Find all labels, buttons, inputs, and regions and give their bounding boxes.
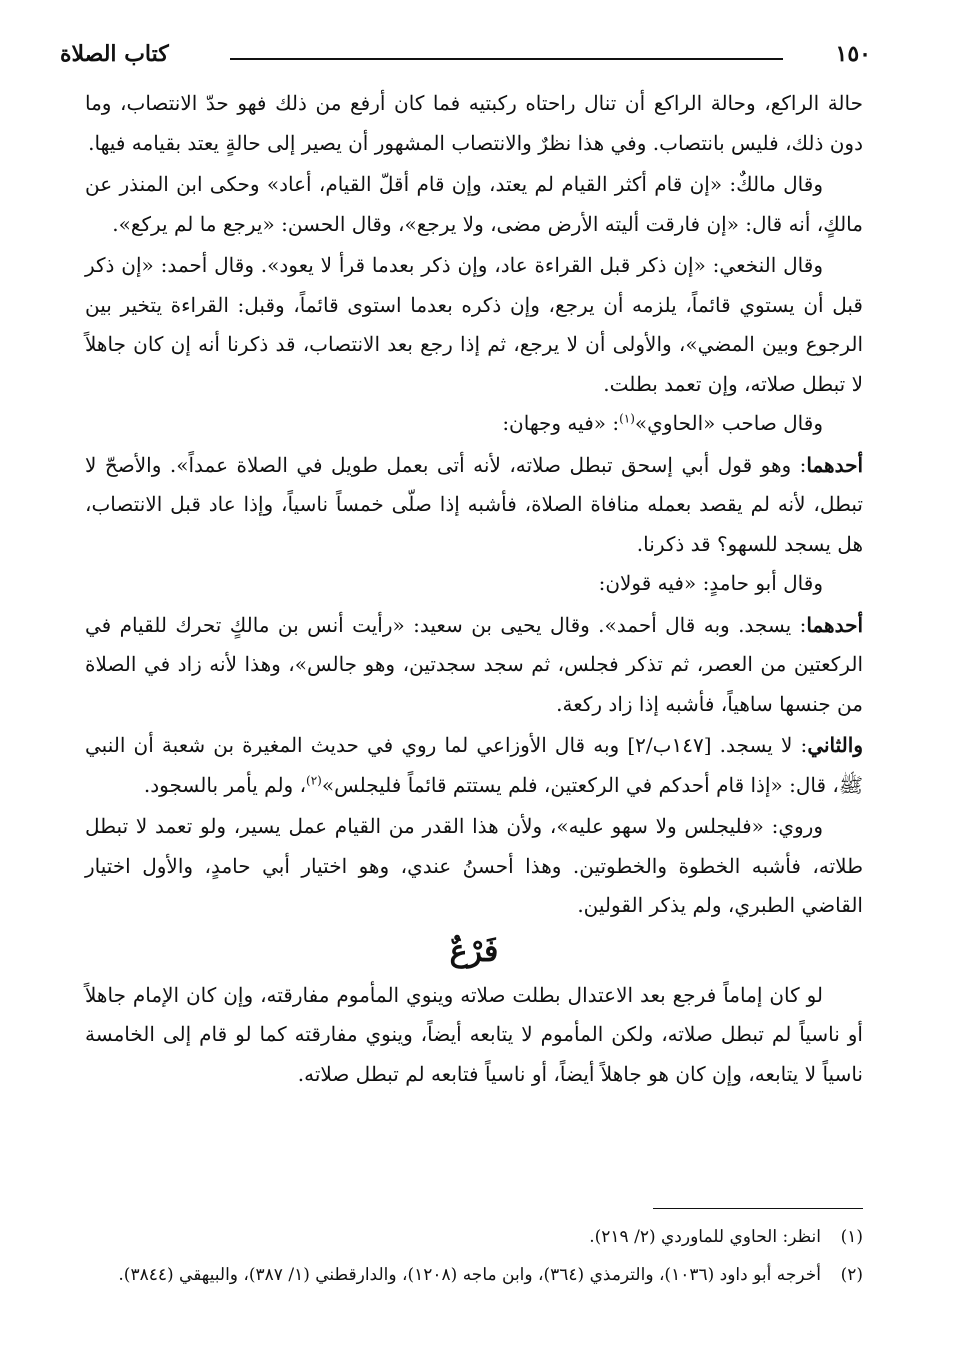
paragraph-text: وقال النخعي: «إن ذكر قبل القراءة عاد، وإن ذكر بعدما قرأ لا يعود». وقال أحمد: «إن ذكر قبل أن يستوي قائماً، يلزمه أن يرجع، وإن ذكره بعدما استوى قائماً، وقبل: القراءة يتخير بين الرجوع وبين المضي»، والأولى أن لا يرجع، ثم إذا رجع بعد الانتصاب، قد ذكرنا أنه إن كان جاهلاً لا تبطل صلاته، وإن تعمد بطلت. [85,253,863,396]
paragraph-text: : وهو قول أبي إسحق تبطل صلاته، لأنه أتى بعمل طويل في الصلاة عمداً». والأصحّ لا تبطل، لأنه لم يقصد بعمله منافاة الصلاة، فأشبه إذا صلّى خمساً ناسياً، وإذا عاد قبل الانتصاب، هل يسجد للسهو؟ قد ذكرنا. [85,452,863,556]
paragraph-lead: أحدهما [806,452,863,477]
paragraph-text: : يسجد. وبه قال أحمد». وقال يحيى بن سعيد: «رأيت أنس بن مالكٍ تحرك للقيام في الركعتين من العصر، ثم تذكر فجلس، ثم سجد سجدتين، وهو جالس»، وهذا لأنه زاد في الصلاة من جنسها ساهياً، فأشبه إذا زاد ركعة. [85,612,863,716]
page-number: ١٥٠ [835,41,871,67]
paragraph-text: : لا يسجد. [١٤٧ب/٢] وبه قال الأوزاعي لما روي في حديث المغيرة بن شعبة أن النبي ﷺ، قال: «إذا قام أحدكم في الركعتين، فلم يستتم قائماً فليجلس» [85,733,863,797]
footnote-text: أخرجه أبو داود (١٠٣٦)، والترمذي (٣٦٤)، وابن ماجه (١٢٠٨)، والدارقطني (١/ ٣٨٧)، والبيهقي (٣٨٤٤). [118,1265,821,1285]
paragraph [85,726,863,805]
footnote-text: انظر: الحاوي للماوردي (٢/ ٢١٩). [589,1227,821,1247]
paragraph [85,564,863,604]
paragraph [85,606,863,725]
paragraph-text: وقال أبو حامدٍ: «فيه قولان: [598,571,823,595]
paragraph-text-tail: : «فيه وجهان: [502,411,620,435]
paragraph-text: لو كان إماماً فرجع بعد الاعتدال بطلت صلاته وينوي المأموم مفارقته، وإن كان الإمام جاهلاً أو ناسياً لم تبطل صلاته، ولكن المأموم لا يتابعه أيضاً، وينوي مفارقته كما لو قام إلى الخامسة ناسياً لا يتابعه، وإن كان هو جاهلاً أيضاً، أو ناسياً فتابعه لم تبطل صلاته. [85,982,863,1086]
paragraph-text-tail: ، ولم يأمر بالسجود. [143,772,307,797]
footnote [85,1222,863,1252]
paragraph-lead: أحدهما [806,612,863,637]
footnote-ref: (١) [619,411,635,426]
paragraph-text: وقال صاحب «الحاوي» [634,411,823,435]
paragraph-text: وروي: «فليجلس ولا سهو عليه»، ولأن هذا القدر من القيام عمل يسير، ولو تعمد لا تبطل طلاته، فأشبه الخطوة والخطوتين. وهذا أحسنُ عندي، وهو اختيار أبي حامدٍ، والأول اختيار القاضي الطبري، ولم يذكر القولين. [85,814,863,917]
footnote-mark: (٢) [840,1265,863,1285]
paragraph [85,976,863,1095]
footnote [85,1260,863,1290]
paragraph-lead: والثاني [807,733,863,757]
paragraph [85,807,863,926]
section-heading: فَرْعٌ [449,933,499,969]
footnote-mark: (١) [840,1227,863,1247]
paragraph-text: وقال مالكٌ: «إن قام أكثر القيام لم يعتد، وإن قام أقلّ القيام، أعاد» وحكى ابن المنذر عن مالكٍ، أنه قال: «إن فارقت أليته الأرض مضى، ولا يرجع»، وقال الحسن: «يرجع ما لم يركع». [85,172,863,236]
footnotes [85,1222,863,1298]
page-header [60,36,893,76]
paragraph [85,165,863,244]
paragraph [85,246,863,404]
footnote-ref: (٢) [306,772,322,787]
running-title: كتاب الصلاة [60,41,169,67]
paragraph [85,84,863,163]
main-text [85,84,863,1094]
paragraph [85,446,863,565]
paragraph [85,404,863,444]
footnote-divider [653,1208,863,1209]
header-rule [230,58,783,60]
paragraph-text: حالة الراكع، وحالة الراكع أن تنال راحتاه ركبتيه فما كان أرفع من ذلك فهو حدّ الانتصاب، وما دون ذلك، فليس بانتصاب. وفي هذا نظرٌ والانتصاب المشهور أن يصير إلى حالةٍ يعتد بقيامه فيها. [85,91,863,155]
